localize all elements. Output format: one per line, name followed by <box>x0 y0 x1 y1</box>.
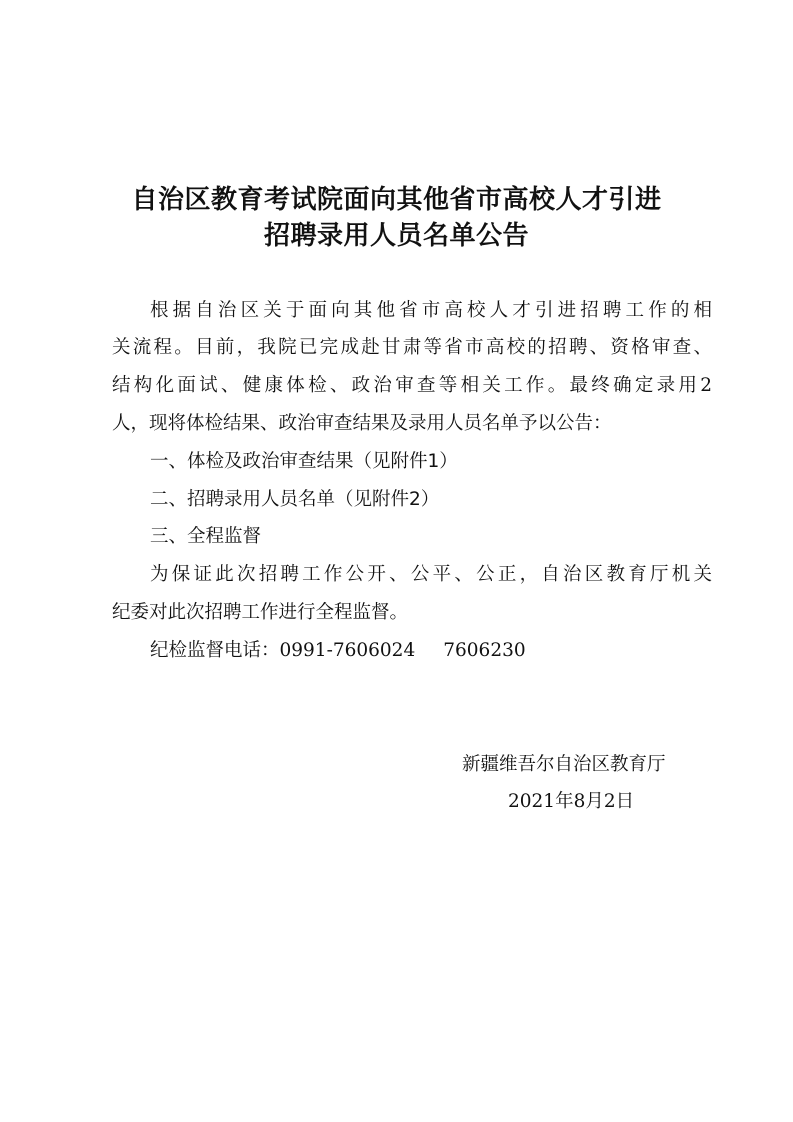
document-title-line-2: 招聘录用人员名单公告 <box>263 221 529 251</box>
paragraph-1-line-4: 人，现将体检结果、政治审查结果及录用人员名单予以公告： <box>112 413 612 434</box>
paragraph-1-line-2: 关流程。目前，我院已完成赴甘肃等省市高校的招聘、资格审查、 <box>112 337 712 358</box>
list-item-1: 一、体检及政治审查结果（见附件1） <box>150 451 458 472</box>
list-item-2: 二、招聘录用人员名单（见附件2） <box>150 489 440 510</box>
paragraph-2-line-2: 纪委对此次招聘工作进行全程监督。 <box>112 602 409 623</box>
document-title-line-1: 自治区教育考试院面向其他省市高校人才引进 <box>131 185 662 215</box>
signature-org: 新疆维吾尔自治区教育厅 <box>462 754 666 775</box>
paragraph-1-line-3: 结构化面试、健康体检、政治审查等相关工作。最终确定录用2 <box>112 375 712 396</box>
signature-date: 2021年8月2日 <box>508 791 635 812</box>
phone-label: 纪检监督电话：0991-7606024 <box>150 640 416 661</box>
phone-line <box>150 638 712 664</box>
phone-second: 7606230 <box>443 640 526 661</box>
list-item-3: 三、全程监督 <box>150 526 262 547</box>
paragraph-1-line-1: 根据自治区关于面向其他省市高校人才引进招聘工作的相 <box>150 300 712 321</box>
paragraph-2-line-1: 为保证此次招聘工作公开、公平、公正，自治区教育厅机关 <box>150 564 712 585</box>
